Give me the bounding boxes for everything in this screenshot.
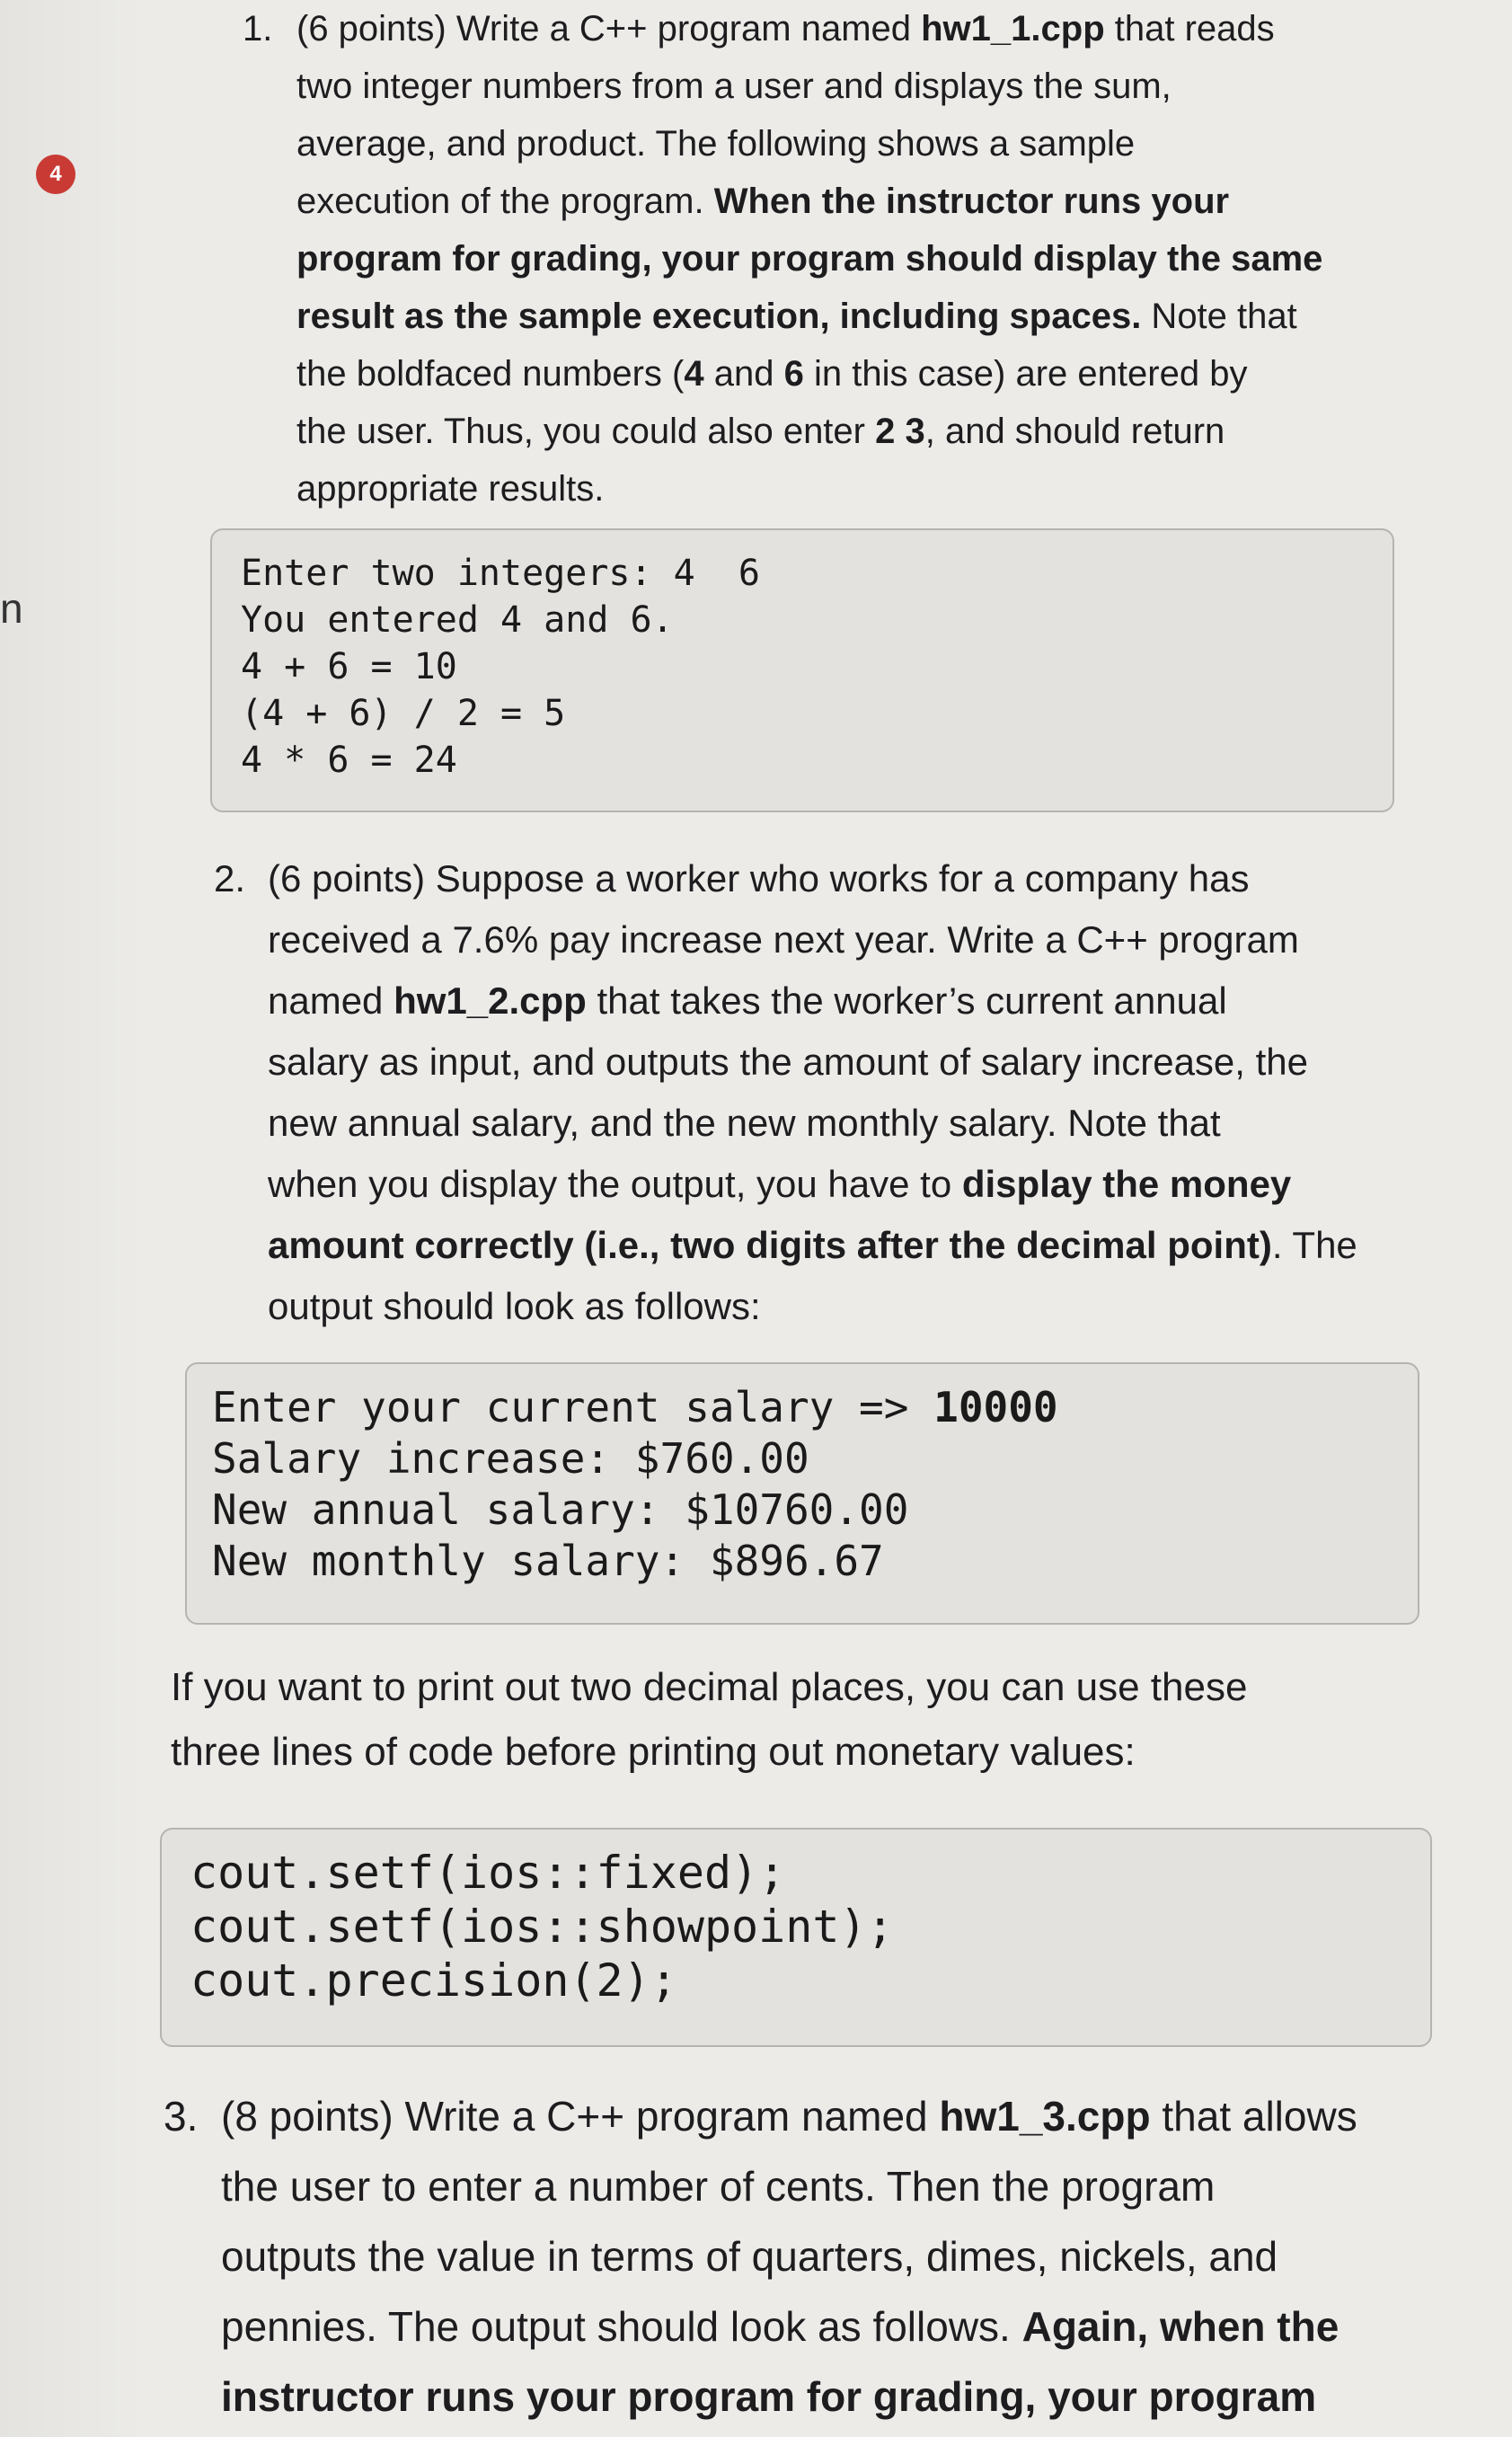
text-line <box>241 550 1364 597</box>
text-run: (6 points) Suppose a worker who works for a company has <box>268 857 1250 899</box>
text-run: that allows <box>1150 2093 1357 2140</box>
text-run: You entered 4 and 6. <box>241 599 674 641</box>
text-run: New annual salary: $10760.00 <box>212 1485 909 1534</box>
bold-run: 10000 <box>933 1383 1058 1431</box>
bold-run: Again, when the <box>1021 2303 1340 2350</box>
bold-run: 6 <box>783 354 804 394</box>
text-run: execution of the program. <box>296 182 714 221</box>
text-run: outputs the value in terms of quarters, dimes, nickels, and <box>221 2233 1278 2280</box>
text-line <box>241 737 1364 784</box>
page-number-badge: 4 <box>36 155 75 194</box>
bold-run: 2 3 <box>875 412 925 451</box>
bold-run: display the money <box>961 1163 1292 1205</box>
text-run: cout.setf(ios::showpoint); <box>190 1901 894 1953</box>
text-run: the user. Thus, you could also enter <box>296 412 876 451</box>
text-line <box>268 909 1357 970</box>
text-run: (4 + 6) / 2 = 5 <box>241 693 566 734</box>
bold-run: program for grading, your program should display the same <box>296 239 1323 279</box>
text-run: the user to enter a number of cents. Then the program <box>221 2163 1216 2210</box>
question-3-text <box>221 2081 1357 2432</box>
text-line <box>296 58 1322 115</box>
text-line <box>241 597 1364 643</box>
text-run: Salary increase: $760.00 <box>212 1434 809 1483</box>
text-line <box>296 403 1322 460</box>
text-run: received a 7.6% pay increase next year. Write a C++ program <box>268 918 1299 961</box>
text-line <box>296 288 1322 345</box>
bold-run: When the instructor runs your <box>713 182 1230 221</box>
text-line <box>190 1846 1401 1900</box>
text-line <box>221 2221 1357 2291</box>
text-run: 4 + 6 = 10 <box>241 646 457 687</box>
text-run: salary as input, and outputs the amount of salary increase, the <box>268 1041 1309 1083</box>
text-line <box>221 2291 1357 2362</box>
margin-letter: n <box>0 585 23 632</box>
text-run: . The <box>1271 1224 1357 1266</box>
question-3-number: 3. <box>164 2093 199 2140</box>
text-line <box>212 1536 1393 1587</box>
text-line <box>268 1276 1357 1337</box>
text-run: and <box>703 354 784 394</box>
text-run: , and should return <box>924 412 1225 451</box>
text-run: that takes the worker’s current annual <box>586 979 1227 1022</box>
bold-run: 4 <box>684 354 704 394</box>
text-line <box>212 1433 1393 1484</box>
sample-output-1 <box>210 528 1394 812</box>
text-line <box>296 230 1322 288</box>
text-run: (8 points) Write a C++ program named <box>221 2093 940 2140</box>
text-run: If you want to print out two decimal places, you can use these <box>171 1665 1248 1709</box>
bold-run: hw1_3.cpp <box>939 2093 1151 2140</box>
text-line <box>190 1900 1401 1954</box>
text-run: three lines of code before printing out monetary values: <box>171 1730 1136 1774</box>
text-line <box>268 848 1357 909</box>
text-line <box>221 2151 1357 2221</box>
bold-run: hw1_2.cpp <box>393 979 587 1022</box>
precision-note <box>171 1655 1428 1785</box>
text-line <box>268 1093 1357 1154</box>
code-snippet <box>160 1828 1432 2047</box>
text-run: Note that <box>1141 297 1297 336</box>
text-run: average, and product. The following shows a sample <box>296 124 1136 164</box>
text-line <box>212 1484 1393 1536</box>
bold-run: instructor runs your program for grading, your program <box>221 2373 1317 2420</box>
text-line <box>268 970 1357 1032</box>
text-run: 4 * 6 = 24 <box>241 740 457 781</box>
text-line <box>171 1720 1428 1785</box>
text-run: pennies. The output should look as follows. <box>221 2303 1022 2350</box>
question-2-number: 2. <box>214 857 246 899</box>
text-run: (6 points) Write a C++ program named <box>296 9 922 49</box>
text-line <box>268 1154 1357 1215</box>
text-run: Enter your current salary => <box>212 1383 934 1431</box>
question-1-text <box>296 0 1322 518</box>
sample-output-2 <box>185 1362 1419 1625</box>
text-line <box>296 115 1322 173</box>
text-line <box>296 345 1322 403</box>
text-run: new annual salary, and the new monthly salary. Note that <box>268 1102 1221 1144</box>
text-line <box>221 2081 1357 2151</box>
text-run: named <box>268 979 394 1022</box>
text-line <box>296 460 1322 518</box>
bold-run: hw1_1.cpp <box>921 9 1105 49</box>
question-1-number: 1. <box>243 9 273 49</box>
text-run: cout.precision(2); <box>190 1954 677 2007</box>
text-line <box>268 1032 1357 1093</box>
text-run: New monthly salary: $896.67 <box>212 1537 884 1585</box>
text-run: the boldfaced numbers ( <box>296 354 685 394</box>
text-line <box>241 690 1364 737</box>
bold-run: result as the sample execution, including spaces. <box>296 297 1142 336</box>
text-line <box>171 1655 1428 1720</box>
text-run: when you display the output, you have to <box>268 1163 962 1205</box>
text-run: output should look as follows: <box>268 1285 761 1327</box>
text-run: that reads <box>1104 9 1275 49</box>
question-2-text <box>268 848 1357 1337</box>
text-line <box>212 1382 1393 1433</box>
text-line <box>190 1954 1401 2007</box>
bold-run: amount correctly (i.e., two digits after the decimal point) <box>268 1224 1272 1266</box>
text-line <box>221 2362 1357 2432</box>
text-run: in this case) are entered by <box>803 354 1248 394</box>
text-run: cout.setf(ios::fixed); <box>190 1847 786 1899</box>
text-line <box>296 173 1322 230</box>
text-run: two integer numbers from a user and displays the sum, <box>296 66 1172 106</box>
page-margin <box>0 0 144 2437</box>
text-line <box>268 1215 1357 1276</box>
text-run: appropriate results. <box>296 469 605 509</box>
text-line <box>241 643 1364 690</box>
text-run: Enter two integers: 4 6 <box>241 553 760 594</box>
text-line <box>296 0 1322 58</box>
